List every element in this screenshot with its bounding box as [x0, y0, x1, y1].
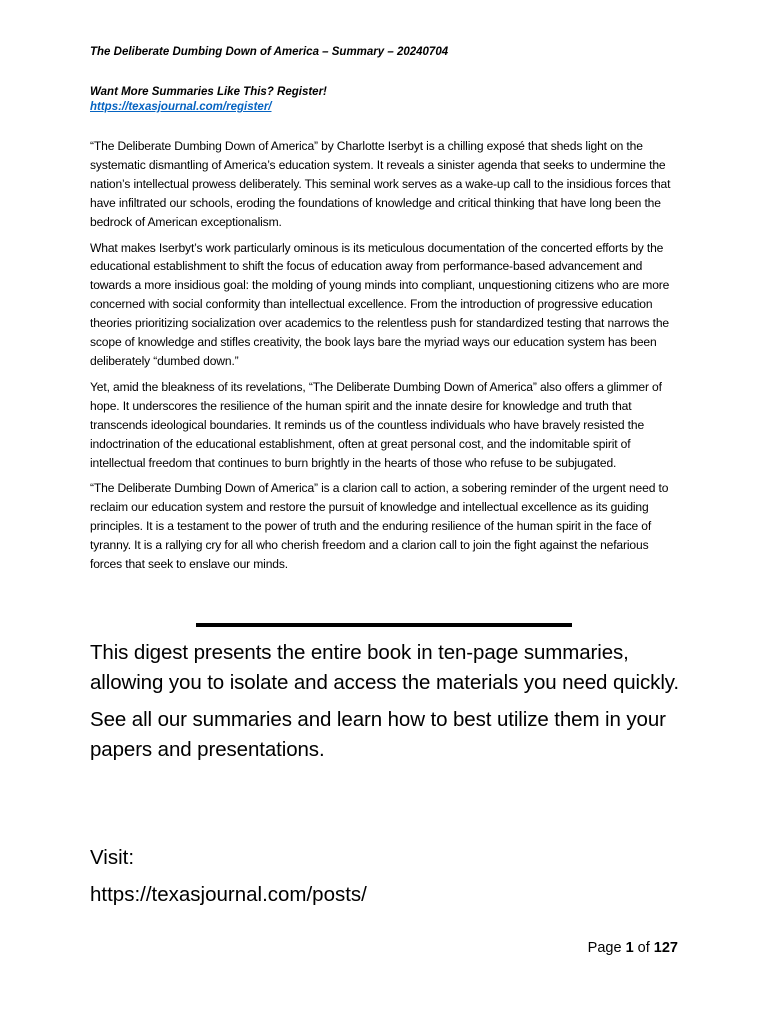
page-label: Page [587, 940, 622, 956]
digest-promo [90, 638, 690, 772]
summary-paragraph-4: “The Deliberate Dumbing Down of America” is a clarion call to action, a sobering reminder of the urgent need to reclaim our education system and restore the pursuit of knowledge and intellectual excellence as its guiding principles. It is a testament to the power of truth and the enduring resilience of the human spirit in the face of tyranny. It is a rallying cry for all who cherish freedom and a clarion call to join the fight against the nefarious forces that seek to enslave our minds. [90, 481, 669, 572]
summary-body [90, 137, 682, 581]
page-of: of [637, 940, 650, 956]
visit-label: Visit: [90, 846, 135, 869]
section-divider [196, 623, 572, 627]
digest-description: This digest presents the entire book in ten-page summaries, allowing you to isolate and access the materials you need quickly. [90, 641, 679, 694]
page-number [588, 940, 678, 956]
summary-paragraph-3: Yet, amid the bleakness of its revelations, “The Deliberate Dumbing Down of America” also offers a glimmer of hope. It underscores the resilience of the human spirit and the innate desire for knowledge and truth that transcends ideological boundaries. It reminds us of the countless individuals who have bravely resisted the indoctrination of the educational establishment, often at great personal cost, and the indomitable spirit of intellectual freedom that continues to burn brightly in the hearts of those who refuse to be subjugated. [90, 379, 662, 470]
page-total: 127 [653, 940, 678, 956]
summary-paragraph-2: What makes Iserbyt’s work particularly ominous is its meticulous documentation of the concerted efforts by the educational establishment to shift the focus of education away from performance-based advancement and towards a more insidious goal: the molding of young minds into compliant, unquestioning citizens who are more concerned with social conformity than intellectual excellence. From the introduction of progressive education theories prioritizing socialization over academics to the relentless push for standardized testing that narrows the scope of knowledge and stifles creativity, the book lays bare the myriad ways our education system has been deliberately “dumbed down.” [90, 240, 670, 368]
register-callout [90, 85, 327, 115]
register-link[interactable]: https://texasjournal.com/register/ [90, 101, 272, 113]
visit-url-link[interactable]: https://texasjournal.com/posts/ [90, 883, 367, 906]
digest-cta: See all our summaries and learn how to best utilize them in your papers and presentations. [90, 708, 666, 761]
summary-paragraph-1: “The Deliberate Dumbing Down of America” by Charlotte Iserbyt is a chilling exposé that sheds light on the systematic dismantling of America’s education system. It reveals a sinister agenda that seeks to undermine the nation’s intellectual prowess deliberately. This seminal work serves as a wake-up call to the insidious forces that have infiltrated our schools, eroding the foundations of knowledge and critical thinking that have long been the bedrock of American exceptionalism. [90, 139, 671, 229]
document-header-title: The Deliberate Dumbing Down of America – Summary – 20240704 [90, 46, 449, 58]
page-current: 1 [625, 940, 634, 956]
register-prompt: Want More Summaries Like This? Register! [90, 86, 327, 98]
